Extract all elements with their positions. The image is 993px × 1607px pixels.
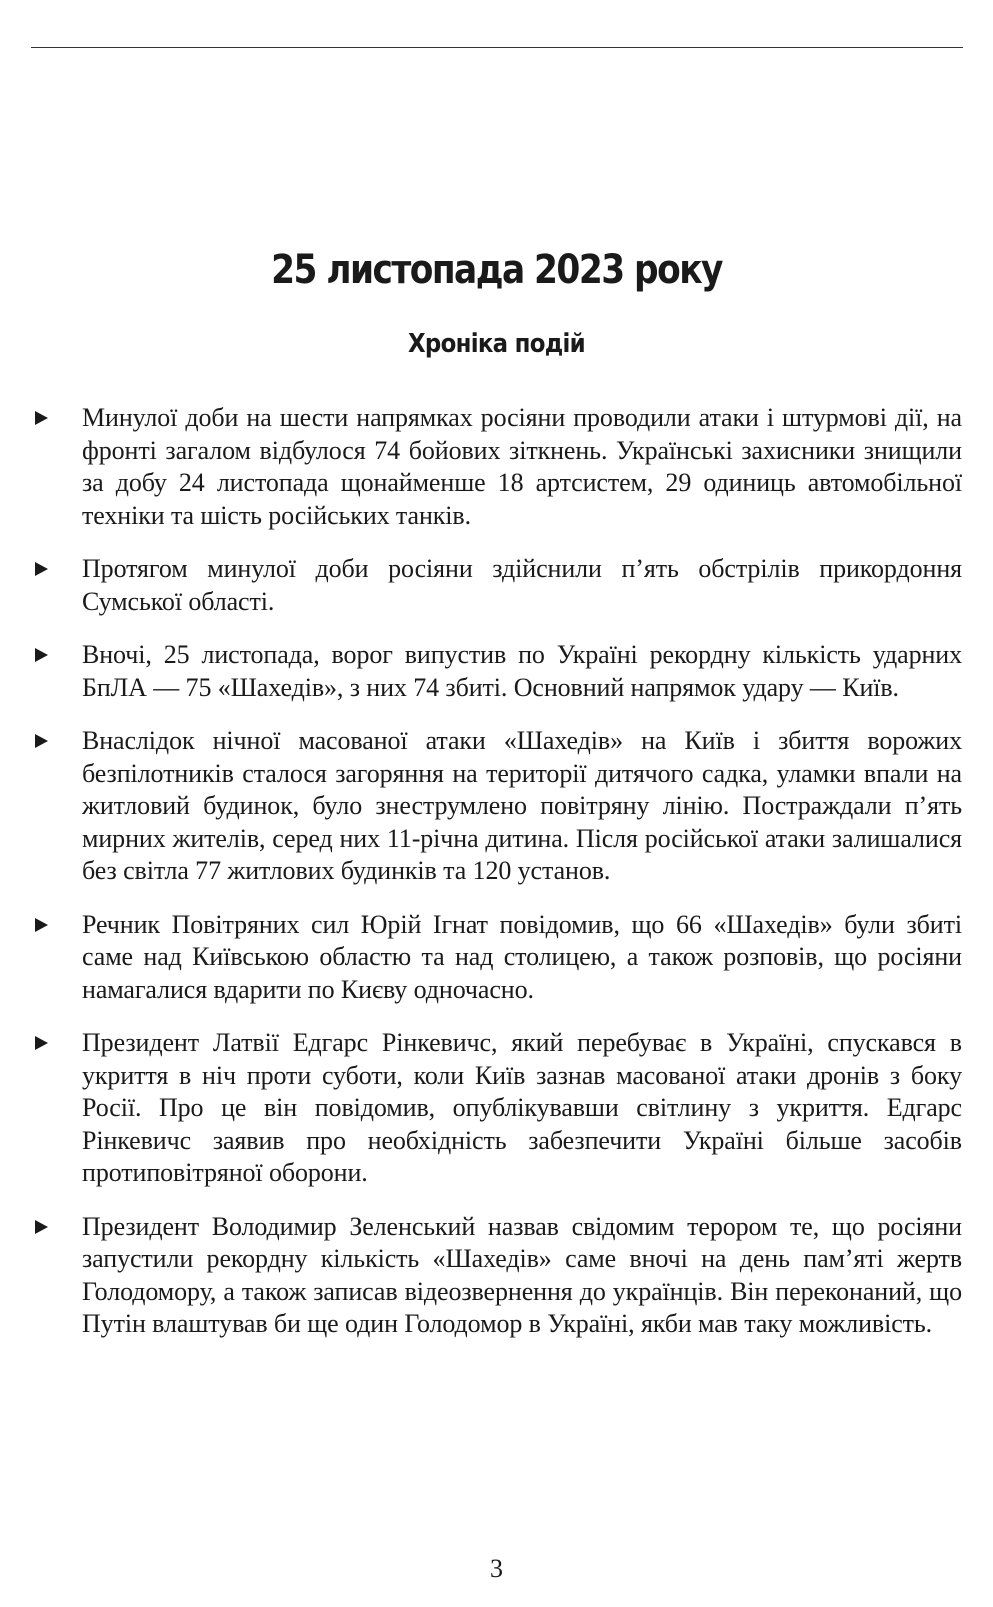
- list-item-text: Речник Повітряних сил Юрій Ігнат повідомив, що 66 «Шахедів» були збиті саме над Київською областю та над столицею, а також розповів, що росіяни намагалися вдарити по Києву одночасно.: [82, 909, 962, 1004]
- triangle-bullet-icon: [35, 734, 48, 748]
- triangle-bullet-icon: [35, 918, 48, 932]
- list-item: [0, 1211, 993, 1341]
- list-item: [0, 1027, 993, 1190]
- list-item-text: Протягом минулої доби росіяни здійснили п’ять обстрілів прикордоння Сумської області.: [82, 554, 962, 616]
- header-rule: [31, 47, 963, 48]
- list-item-text: Президент Володимир Зеленський назвав свідомим терором те, що росіяни запустили рекордну кількість «Шахедів» саме вночі на день пам’яті жертв Голодомору, а також записав відеозвернення до українців. Він переконаний, що Путін влаштував би ще один Голодомор в Україні, якби мав таку можливість.: [82, 1211, 962, 1338]
- list-item: [0, 402, 993, 532]
- triangle-bullet-icon: [35, 562, 48, 576]
- list-item: [0, 639, 993, 704]
- triangle-bullet-icon: [35, 1036, 48, 1050]
- list-item-text: Президент Латвії Едгарс Рінкевичс, який перебуває в Україні, спускався в укриття в ніч проти суботи, коли Київ зазнав масованої атаки дронів з боку Росії. Про це він повідомив, опублікувавши світлину з укриття. Едгарс Рінкевичс заявив про необхідність забезпечити Україні більше засобів протиповітряної оборони.: [82, 1028, 962, 1187]
- list-item: [0, 553, 993, 618]
- page-number: 3: [490, 1554, 503, 1583]
- section-subtitle: Хроніка подій: [407, 329, 586, 359]
- list-item-text: Внаслідок нічної масованої атаки «Шахедів» на Київ і збиття ворожих безпілотників сталося загоряння на території дитячого садка, уламки впали на житловий будинок, було знеструмлено повітряну лінію. Постраждали п’ять мирних жителів, серед них 11-річна дитина. Після російської атаки залишалися без світла 77 житлових будинків та 120 установ.: [82, 726, 962, 885]
- triangle-bullet-icon: [35, 1220, 48, 1234]
- list-item: [0, 725, 993, 888]
- list-item: [0, 909, 993, 1007]
- triangle-bullet-icon: [35, 411, 48, 425]
- chronicle-list: [0, 402, 993, 1362]
- list-item-text: Вночі, 25 листопада, ворог випустив по Україні рекордну кількість ударних БпЛА — 75 «Шахедів», з них 74 збиті. Основний напрямок удару — Київ.: [82, 640, 962, 702]
- page-title: 25 листопада 2023 року: [271, 247, 722, 293]
- list-item-text: Минулої доби на шести напрямках росіяни проводили атаки і штурмові дії, на фронті загалом відбулося 74 бойових зіткнень. Українські захисники знищили за добу 24 листопада щонайменше 18 артсистем, 29 одиниць автомобільної техніки та шість російських танків.: [82, 403, 962, 530]
- triangle-bullet-icon: [35, 648, 48, 662]
